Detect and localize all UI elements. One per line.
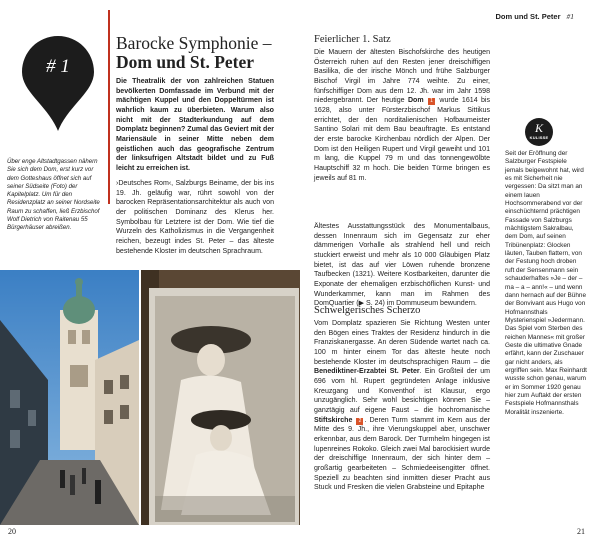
section2-paragraph [314,319,490,493]
intro-paragraph: ›Deutsches Rom‹, Salzburgs Beiname, der bis ins 19. Jh. geläufig war, rührt sowohl von der barocken Repräsentationsarchitektur als auch von der politischen Dominanz des Klerus her. Symbolbau für Letztere ist der Dom. Wie tief die Wurzeln des Katholizismus in die Vergangenheit reichen, bezeugt indes St. Peter – das älteste bestehende Kloster im deutschen Sprachraum. [116,180,274,255]
running-header [495,12,574,21]
kulisse-badge-label: KULISSE [529,135,549,140]
kulisse-badge-letter: K [534,121,543,135]
header-number: #1 [566,12,574,21]
kulisse-badge [525,118,553,146]
pin-icon [22,36,94,131]
section2-text-a: Vom Domplatz spazieren Sie Richtung Westen unter den Bögen eines Traktes der Residenz hindurch in die Franziskanergasse. An deren Südende wartet nach ca. 100 m hinter einem Tor das älteste heute noch bestehende Kloster im deutschsprachigen Raum – die [314,320,490,366]
page-number-right: 21 [577,527,585,536]
pin-number: # 1 [46,56,70,77]
chapter-title-line1: Barocke Symphonie – [116,33,272,53]
section-title-feierlicher: Feierlicher 1. Satz [314,34,391,45]
section2-text-c: . Deren Turm stammt im Kern aus der Mitte des 9. Jh., ihre Vierungskuppel aber, unschwer erkennbar, aus dem Barock. Der Turmhelm hingegen ist lupenreines Rokoko. Gleich zwei Mal barockisiert wurde der dreischiffige Innenraum, der sich hinter dem – großartig gearbeiteten – Schmiedeeisengitter öffnet. Speziell zu beachten sind inmitten dieser Pracht aus Stuck und Fresken die vielen Grabsteine und Epitaphe [314,416,490,492]
side-note-caption: Über enge Altstadtgassen nähern Sie sich dem Dom, erst kurz vor dem Gotteshaus öffnet sich auf seiner Südseite (Foto) der Kapitelplatz. Um für den Residenzplatz an seiner Nordseite Raum zu schaffen, ließ Erzbischof Wolf Dietrich von Raitenau 55 Bürgerhäuser abreißen. [7,158,100,232]
section1-paragraph2: Ältestes Ausstattungsstück des Monumentalbaus, dessen Innenraum sich im Gegensatz zur eher dämmerigen Vorhalle als strahlend hell und reich stuckiert erweist und mehr als 10 000 Gläubigen Platz bietet, ist das auf vier Löwen ruhende bronzene Taufbecken (1321). Weitere Kostbarkeiten, darunter die Exponate der ehemaligen erzbischöflichen Kunst- und Wunderkammer, kann man im Rahmen des DomQuartier (▶ S. 24) im Dommuseum bewundern. [314,223,490,308]
dom-label: Dom [407,97,424,105]
header-title: Dom und St. Peter [495,12,561,21]
kulisse-sidebar-text: Seit der Eröffnung der Salzburger Festspiele jemals beigewohnt hat, wird es mit Sicherheit nie vergessen: Da sitzt man an einem lauen Hochsommerabend vor der einschüchternd prächtigen Fassade von Salzburgs mächtigstem Sakralbau, dem Dom, auf seinen Tribünenplatz: Glocken läuten, Tauben flattern, von der Festung hoch droben ruft der Sensenmann sein schauderhaftes »Je – der – ma – a – ann!« – und wenn dann hernach auf der Bühne der Bonvivant aus Hugo von Hofmannsthals Mysterienspiel »Jedermann. Das Spiel vom Sterben des reichen Mannes« mit großer Geste die ultimative Gnade erfährt, kann der Zuschauer gar nicht anders, als ergriffen sein. Max Reinhardt wusste schon genau, warum er im Sommer 1920 genau hier zum Auftakt der ersten Festspiele Hofmannsthals Moralität inszenierte. [505,150,587,416]
section1-text-a: Die Mauern der ältesten Bischofskirche des heutigen Österreich ruhen auf den Resten jener dreischiffigen Basilika, die der irische Mönch und frühe Salzburger Bischof Virgil im Jahre 774 weihte. Zu einer, fünfschiffiger Dom aus dem 12. Jh. war im Jahr 1598 niedergebrannt. Der heutige [314,49,490,105]
map-pin-marker [22,36,94,131]
photo-vintage-portrait [141,270,300,525]
section-title-scherzo: Schwelgerisches Scherzo [314,305,421,316]
page-number-left: 20 [8,527,16,536]
section2-text-b: . Ein Großteil der um 696 vom hl. Rupert gegründeten Anlage inklusive Kreuzgang und Konventhof ist Klausur, ergo unzugänglich. Sehr wohl besichtigen können Sie – ganztägig auf eigene Faust – die hochromanische [314,368,490,414]
stiftskirche-label: Stiftskirche [314,416,353,424]
lead-paragraph: Die Theatralik der von zahlreichen Statuen bevölkerten Domfassade im Verbund mit der mächtigen Kuppel und den Doppeltürmen ist wahrlich kaum zu überbieten. Warum also nicht mit der Stadterkundung auf dem Domplatz beginnen? Zumal das Geviert mit der Mariensäule in seiner Mitte neben dem geistlichen auch das geografische Zentrum der linksufrigen Altstadt bildet und zu Fuß leicht zu erreichen ist. [116,78,274,172]
section1-paragraph1 [314,48,490,183]
st-peter-label: Benediktiner-Erzabtei St. Peter [314,368,420,376]
dom-map-marker: 1 [428,98,435,105]
photo-kapitelplatz-church [0,270,139,525]
stiftskirche-map-marker: 2 [356,418,363,425]
section1-text-b: wurde 1614 bis 1628, also unter Fürsterzbischof Markus Sittikus errichtet, der den norditalienischen Hofbaumeister Santino Solari mit dem Bau beauftragte. Es entstand der erste barocke Kirchenbau nördlich der Alpen. Der Dom ist den Heiligen Rupert und Virgil geweiht und 101 m lang, die Kuppel 79 m und das tonnengewölbte Hauptschiff 32 m hoch. Die beiden Türme bringen es jeweils auf 81 m. [314,97,490,182]
chapter-title-line2: Dom und St. Peter [116,52,255,72]
red-divider-rule [108,10,110,204]
